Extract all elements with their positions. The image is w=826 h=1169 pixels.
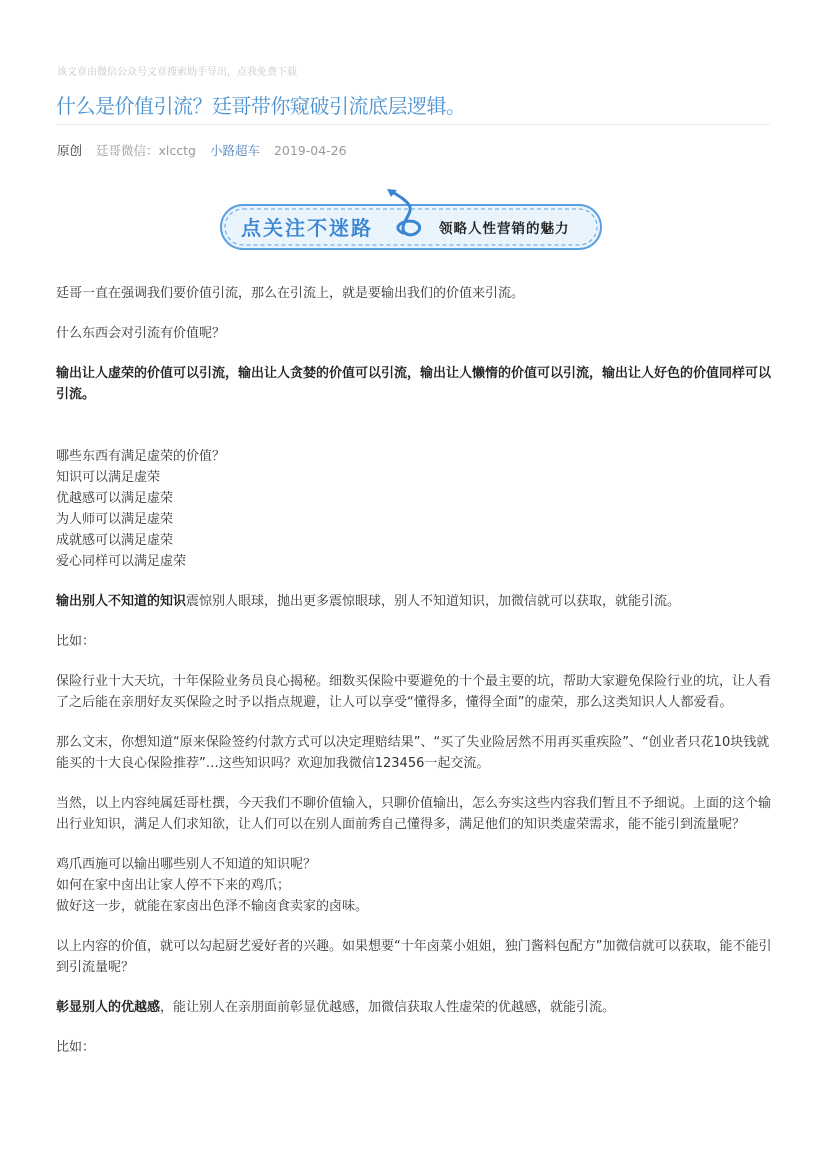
- banner-slogan-text: 领略人性营销的魅力: [439, 221, 570, 237]
- list-line: 优越感可以满足虚荣: [56, 491, 174, 506]
- bold-lead: 输出别人不知道的知识: [56, 594, 187, 609]
- export-notice-link[interactable]: 该文章由微信公众号文章搜索助手导出，点我免费下载: [57, 67, 297, 78]
- account-name-link[interactable]: 小路超车: [209, 143, 260, 158]
- paragraph: 以上内容的价值，就可以勾起厨艺爱好者的兴趣。如果想要“十年卤菜小姐姐，独门酱料包配方”加微信就可以获取，能不能引到引流量呢？: [56, 939, 772, 975]
- follow-banner: [219, 187, 603, 251]
- paragraph: [56, 591, 772, 612]
- list-line: 为人师可以满足虚荣: [56, 512, 174, 527]
- paragraph: 廷哥一直在强调我们要价值引流，那么在引流上，就是要输出我们的价值来引流。: [56, 286, 525, 301]
- list-line: 如何在家中卤出让家人停不下来的鸡爪；: [56, 878, 291, 893]
- paragraph: 比如：: [56, 1040, 96, 1055]
- paragraph: [56, 997, 772, 1018]
- paragraph-text: 震惊别人眼球，抛出更多震惊眼球，别人不知道知识，加微信就可以获取，就能引流。: [186, 594, 681, 609]
- list-line: 成就感可以满足虚荣: [56, 533, 174, 548]
- list-line: 爱心同样可以满足虚荣: [56, 554, 187, 569]
- bold-lead: 彰显别人的优越感: [56, 1000, 161, 1015]
- author-wechat-id: 廷哥微信：xlcctg: [96, 143, 196, 158]
- publish-date: 2019-04-26: [273, 143, 347, 158]
- list-line: 做好这一步，就能在家卤出色泽不输卤食卖家的卤味。: [56, 899, 369, 914]
- paragraph: 比如：: [56, 634, 96, 649]
- article-meta: [57, 141, 357, 159]
- vanity-list: [56, 446, 772, 572]
- article-title: 什么是价值引流？廷哥带你窥破引流底层逻辑。: [56, 94, 466, 118]
- list-line: 哪些东西有满足虚荣的价值？: [56, 449, 226, 464]
- paragraph: 那么文末，你想知道“原来保险签约付款方式可以决定理赔结果”、“买了失业险居然不用再买重疾险”、“创业者只花10块钱就能买的十大良心保险推荐”…这些知识吗？欢迎加我微信123456一起交流。: [56, 735, 770, 771]
- paragraph: 保险行业十大天坑，十年保险业务员良心揭秘。细数买保险中要避免的十个最主要的坑，帮助大家避免保险行业的坑，让人看了之后能在亲朋好友买保险之时予以指点规避，让人可以享受“懂得多，懂得全面”的虚荣，那么这类知识人人都爱看。: [56, 674, 772, 710]
- paragraph-bold: [56, 363, 772, 405]
- paragraph: 什么东西会对引流有价值呢？: [56, 326, 226, 341]
- bold-statement: 输出让人虚荣的价值可以引流，输出让人贪婪的价值可以引流，输出让人懒惰的价值可以引流，输出让人好色的价值同样可以引流。: [56, 366, 772, 402]
- chicken-list: [56, 854, 772, 917]
- paragraph: 当然，以上内容纯属廷哥杜撰，今天我们不聊价值输入，只聊价值输出，怎么夯实这些内容我们暂且不予细说。上面的这个输出行业知识，满足人们求知欲，让人们可以在别人面前秀自己懂得多，满足他们的知识类虚荣需求，能不能引到流量呢？: [56, 796, 772, 832]
- list-line: 知识可以满足虚荣: [56, 470, 161, 485]
- original-tag: 原创: [57, 143, 83, 158]
- title-divider: [56, 124, 770, 125]
- article-body: [56, 283, 772, 1077]
- list-line: 鸡爪西施可以输出哪些别人不知道的知识呢？: [56, 857, 317, 872]
- spacer: [56, 424, 772, 446]
- paragraph-text: ，能让别人在亲朋面前彰显优越感，加微信获取人性虚荣的优越感，就能引流。: [160, 1000, 616, 1015]
- banner-follow-text: 点关注不迷路: [241, 216, 373, 240]
